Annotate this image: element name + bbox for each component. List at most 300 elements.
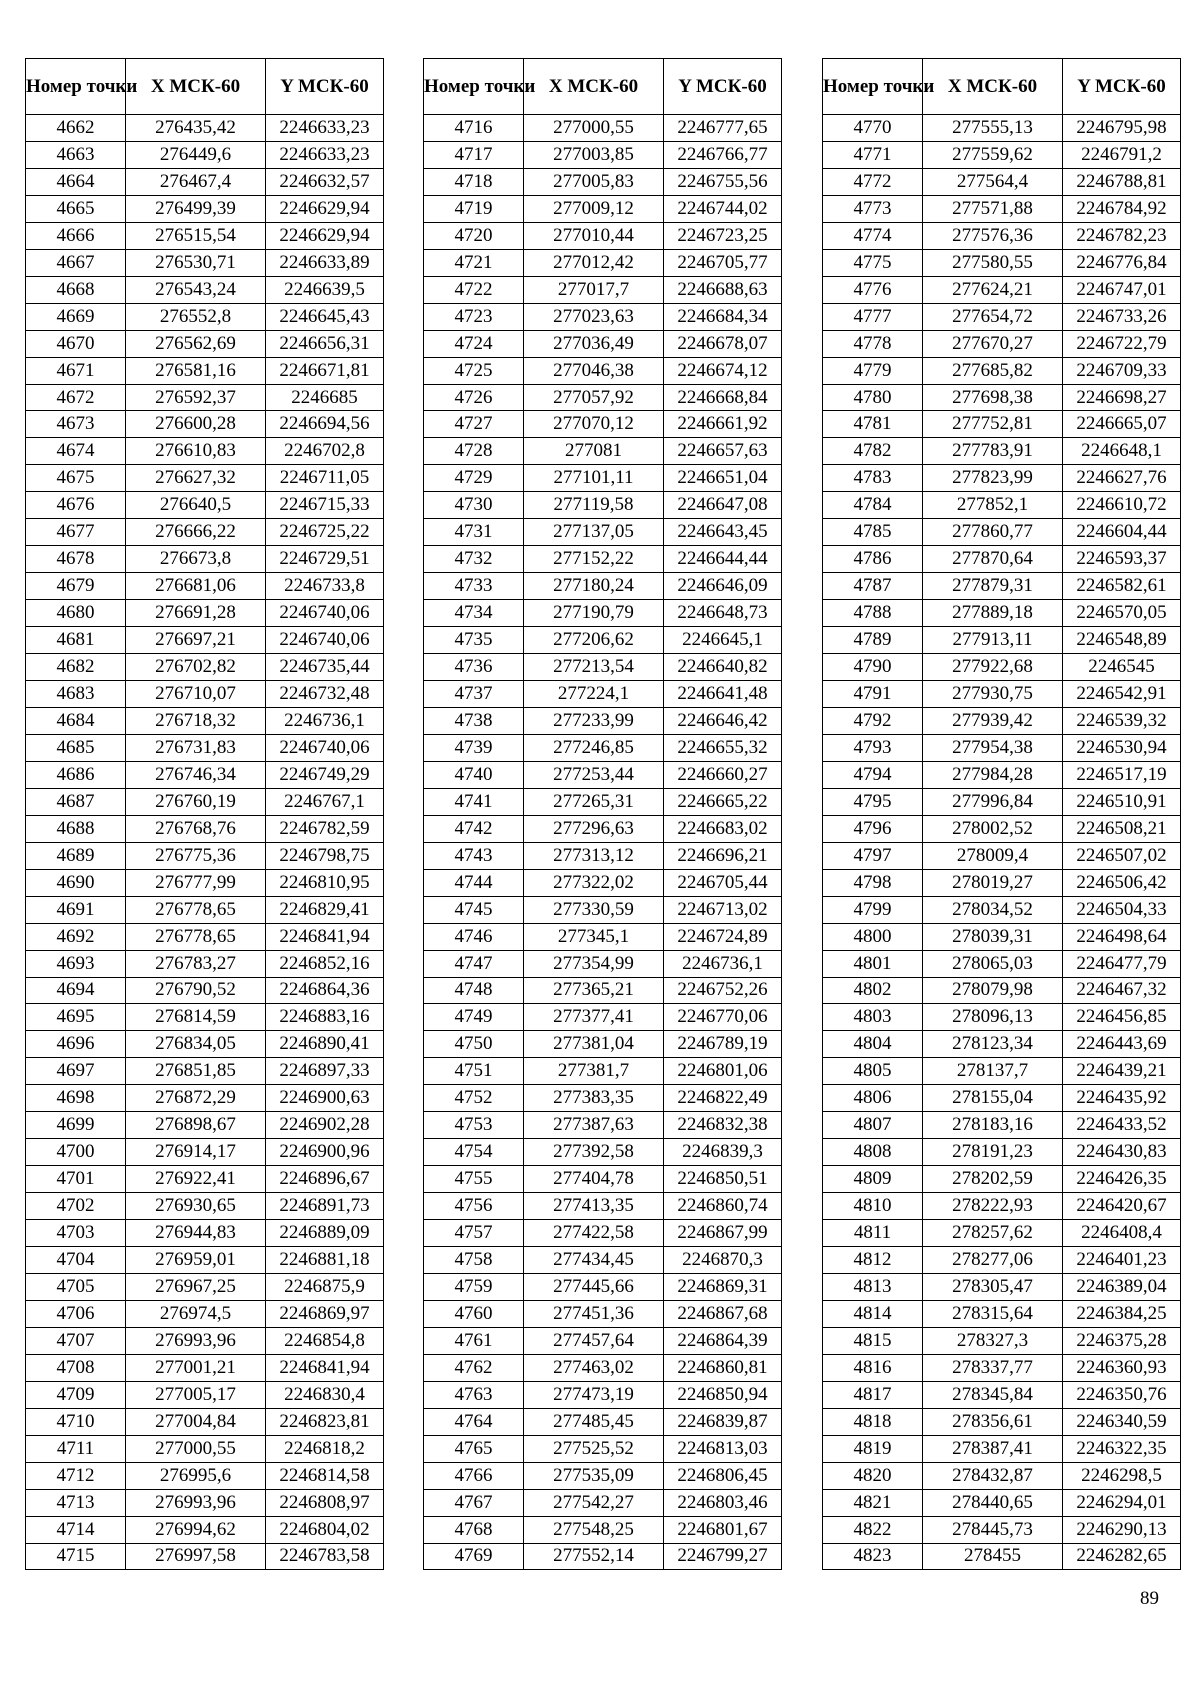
table-row [424,1435,782,1462]
table-row [424,1112,782,1139]
table-row [424,1300,782,1327]
table-row [424,195,782,222]
y-coordinate-cell: 2246875,9 [266,1273,384,1300]
y-coordinate-cell: 2246784,92 [1063,195,1181,222]
table-row [424,411,782,438]
point-number-cell: 4767 [424,1489,524,1516]
y-coordinate-cell: 2246814,58 [266,1462,384,1489]
x-coordinate-cell: 276944,83 [126,1220,266,1247]
table-row [823,896,1181,923]
x-coordinate-cell: 278002,52 [923,815,1063,842]
table-row [26,1112,384,1139]
table-row [823,1300,1181,1327]
table-row [823,276,1181,303]
point-number-cell: 4736 [424,654,524,681]
x-coordinate-cell: 278123,34 [923,1031,1063,1058]
y-coordinate-cell: 2246867,68 [664,1300,782,1327]
y-coordinate-cell: 2246723,25 [664,222,782,249]
y-coordinate-cell: 2246665,22 [664,788,782,815]
y-coordinate-cell: 2246740,06 [266,627,384,654]
point-number-cell: 4694 [26,977,126,1004]
y-coordinate-cell: 2246766,77 [664,141,782,168]
point-number-cell: 4672 [26,384,126,411]
point-number-cell: 4686 [26,761,126,788]
x-coordinate-cell: 278387,41 [923,1435,1063,1462]
table-row [823,249,1181,276]
table-row [823,492,1181,519]
y-coordinate-cell: 2246439,21 [1063,1058,1181,1085]
point-number-cell: 4810 [823,1193,923,1220]
point-number-cell: 4758 [424,1247,524,1274]
point-number-cell: 4741 [424,788,524,815]
table-row [823,1220,1181,1247]
x-coordinate-cell: 276993,96 [126,1489,266,1516]
point-number-header: Номер точки [823,59,923,115]
x-coordinate-cell: 277119,58 [524,492,664,519]
table-row [823,1193,1181,1220]
y-coordinate-cell: 2246604,44 [1063,519,1181,546]
x-coordinate-cell: 278202,59 [923,1166,1063,1193]
point-number-cell: 4669 [26,303,126,330]
table-row [26,1516,384,1543]
table-row [26,249,384,276]
y-coordinate-cell: 2246645,43 [266,303,384,330]
y-coordinate-cell: 2246705,44 [664,869,782,896]
point-number-cell: 4697 [26,1058,126,1085]
point-number-cell: 4792 [823,707,923,734]
table-row [424,977,782,1004]
point-number-cell: 4684 [26,707,126,734]
x-coordinate-cell: 277246,85 [524,734,664,761]
table-row [424,896,782,923]
table-row [823,923,1181,950]
x-coordinate-cell: 277984,28 [923,761,1063,788]
point-number-cell: 4721 [424,249,524,276]
point-number-cell: 4666 [26,222,126,249]
y-coordinate-cell: 2246724,89 [664,923,782,950]
y-coordinate-cell: 2246632,57 [266,168,384,195]
table-row [823,1462,1181,1489]
table-row [823,681,1181,708]
y-coordinate-cell: 2246340,59 [1063,1408,1181,1435]
y-coordinate-cell: 2246770,06 [664,1004,782,1031]
y-coordinate-cell: 2246506,42 [1063,869,1181,896]
table-row [424,222,782,249]
point-number-cell: 4663 [26,141,126,168]
table-row [26,384,384,411]
x-coordinate-cell: 277996,84 [923,788,1063,815]
x-coordinate-cell: 277381,7 [524,1058,664,1085]
x-coordinate-cell: 277152,22 [524,546,664,573]
table-row [26,492,384,519]
table-row [26,896,384,923]
x-coordinate-cell: 276530,71 [126,249,266,276]
y-coordinate-cell: 2246467,32 [1063,977,1181,1004]
y-coordinate-cell: 2246498,64 [1063,923,1181,950]
table-row [823,1058,1181,1085]
x-coordinate-cell: 277451,36 [524,1300,664,1327]
point-number-cell: 4820 [823,1462,923,1489]
y-coordinate-cell: 2246696,21 [664,842,782,869]
point-number-cell: 4797 [823,842,923,869]
table-row [823,465,1181,492]
x-coordinate-cell: 277913,11 [923,627,1063,654]
y-coordinate-cell: 2246755,56 [664,168,782,195]
table-row [424,1381,782,1408]
table-row [26,707,384,734]
y-coordinate-cell: 2246709,33 [1063,357,1181,384]
point-number-cell: 4734 [424,600,524,627]
x-coordinate-cell: 276872,29 [126,1085,266,1112]
x-coordinate-cell: 276995,6 [126,1462,266,1489]
table-row [424,842,782,869]
point-number-cell: 4768 [424,1516,524,1543]
table-row [424,1489,782,1516]
point-number-cell: 4812 [823,1247,923,1274]
y-coordinate-cell: 2246593,37 [1063,546,1181,573]
x-coordinate-cell: 276997,58 [126,1543,266,1570]
x-coordinate-cell: 276731,83 [126,734,266,761]
x-coordinate-cell: 277879,31 [923,573,1063,600]
table-row [26,1489,384,1516]
table-row [424,276,782,303]
point-number-cell: 4718 [424,168,524,195]
point-number-cell: 4693 [26,950,126,977]
table-row [823,1247,1181,1274]
point-number-cell: 4670 [26,330,126,357]
x-coordinate-cell: 276600,28 [126,411,266,438]
point-number-cell: 4774 [823,222,923,249]
x-coordinate-cell: 277445,66 [524,1273,664,1300]
table-row [26,546,384,573]
y-coordinate-cell: 2246864,36 [266,977,384,1004]
x-coordinate-cell: 278155,04 [923,1085,1063,1112]
point-number-cell: 4803 [823,1004,923,1031]
point-number-cell: 4769 [424,1543,524,1570]
table-row [424,869,782,896]
x-coordinate-cell: 277685,82 [923,357,1063,384]
y-coordinate-cell: 2246822,49 [664,1085,782,1112]
point-number-cell: 4806 [823,1085,923,1112]
point-number-cell: 4716 [424,115,524,142]
table-row [823,815,1181,842]
y-coordinate-cell: 2246829,41 [266,896,384,923]
point-number-cell: 4675 [26,465,126,492]
point-number-cell: 4788 [823,600,923,627]
table-row [26,330,384,357]
point-number-cell: 4682 [26,654,126,681]
y-coordinate-cell: 2246384,25 [1063,1300,1181,1327]
point-number-cell: 4696 [26,1031,126,1058]
x-coordinate-cell: 277330,59 [524,896,664,923]
y-coordinate-cell: 2246808,97 [266,1489,384,1516]
table-row [424,465,782,492]
table-row [823,1408,1181,1435]
y-coordinate-cell: 2246839,3 [664,1139,782,1166]
point-number-cell: 4821 [823,1489,923,1516]
table-row [424,950,782,977]
x-coordinate-cell: 277190,79 [524,600,664,627]
y-coordinate-cell: 2246633,23 [266,141,384,168]
point-number-cell: 4699 [26,1112,126,1139]
x-coordinate-header: X МСК-60 [524,59,664,115]
y-coordinate-cell: 2246360,93 [1063,1354,1181,1381]
point-number-cell: 4664 [26,168,126,195]
y-coordinate-cell: 2246629,94 [266,195,384,222]
table-row [424,788,782,815]
table-row [424,923,782,950]
x-coordinate-cell: 277392,58 [524,1139,664,1166]
x-coordinate-cell: 276959,01 [126,1247,266,1274]
x-coordinate-cell: 278445,73 [923,1516,1063,1543]
y-coordinate-cell: 2246896,67 [266,1166,384,1193]
y-coordinate-cell: 2246435,92 [1063,1085,1181,1112]
point-number-header: Номер точки [26,59,126,115]
x-coordinate-cell: 278019,27 [923,869,1063,896]
point-number-cell: 4809 [823,1166,923,1193]
x-coordinate-cell: 277939,42 [923,707,1063,734]
y-coordinate-cell: 2246646,42 [664,707,782,734]
point-number-cell: 4800 [823,923,923,950]
x-coordinate-cell: 276515,54 [126,222,266,249]
y-coordinate-cell: 2246510,91 [1063,788,1181,815]
y-coordinate-cell: 2246732,48 [266,681,384,708]
table-row [26,357,384,384]
y-coordinate-cell: 2246657,63 [664,438,782,465]
y-coordinate-header: Y МСК-60 [664,59,782,115]
x-coordinate-cell: 277542,27 [524,1489,664,1516]
table-row [424,1273,782,1300]
y-coordinate-cell: 2246864,39 [664,1327,782,1354]
y-coordinate-cell: 2246752,26 [664,977,782,1004]
table-row [26,977,384,1004]
x-coordinate-cell: 277752,81 [923,411,1063,438]
point-number-cell: 4706 [26,1300,126,1327]
point-number-cell: 4795 [823,788,923,815]
table-row [823,1004,1181,1031]
point-number-cell: 4680 [26,600,126,627]
point-number-cell: 4796 [823,815,923,842]
x-coordinate-cell: 276627,32 [126,465,266,492]
table-row [823,869,1181,896]
x-coordinate-cell: 277422,58 [524,1220,664,1247]
table-row [26,869,384,896]
x-coordinate-cell: 278009,4 [923,842,1063,869]
y-coordinate-cell: 2246850,94 [664,1381,782,1408]
y-coordinate-cell: 2246627,76 [1063,465,1181,492]
x-coordinate-cell: 277004,84 [126,1408,266,1435]
x-coordinate-cell: 277930,75 [923,681,1063,708]
y-coordinate-header: Y МСК-60 [1063,59,1181,115]
y-coordinate-cell: 2246294,01 [1063,1489,1181,1516]
x-coordinate-cell: 277000,55 [524,115,664,142]
x-coordinate-cell: 277137,05 [524,519,664,546]
y-coordinate-cell: 2246860,81 [664,1354,782,1381]
point-number-cell: 4763 [424,1381,524,1408]
x-coordinate-cell: 277870,64 [923,546,1063,573]
y-coordinate-cell: 2246375,28 [1063,1327,1181,1354]
table-row [424,330,782,357]
point-number-cell: 4818 [823,1408,923,1435]
point-number-cell: 4777 [823,303,923,330]
point-number-cell: 4745 [424,896,524,923]
table-row [26,1247,384,1274]
point-number-cell: 4756 [424,1193,524,1220]
point-number-cell: 4779 [823,357,923,384]
x-coordinate-cell: 277387,63 [524,1112,664,1139]
table-row [424,573,782,600]
table-row [424,600,782,627]
point-number-cell: 4789 [823,627,923,654]
x-coordinate-cell: 276778,65 [126,923,266,950]
x-coordinate-cell: 277624,21 [923,276,1063,303]
y-coordinate-cell: 2246782,59 [266,815,384,842]
x-coordinate-cell: 277473,19 [524,1381,664,1408]
coordinates-table-1 [25,58,384,1570]
table-row [26,1408,384,1435]
table-row [424,357,782,384]
x-coordinate-cell: 278034,52 [923,896,1063,923]
point-number-cell: 4681 [26,627,126,654]
point-number-cell: 4754 [424,1139,524,1166]
point-number-cell: 4798 [823,869,923,896]
table-row [823,1112,1181,1139]
y-coordinate-cell: 2246656,31 [266,330,384,357]
table-row [823,1166,1181,1193]
point-number-cell: 4738 [424,707,524,734]
y-coordinate-cell: 2246507,02 [1063,842,1181,869]
y-coordinate-cell: 2246539,32 [1063,707,1181,734]
y-coordinate-cell: 2246350,76 [1063,1381,1181,1408]
point-number-cell: 4723 [424,303,524,330]
x-coordinate-cell: 276777,99 [126,869,266,896]
y-coordinate-cell: 2246803,46 [664,1489,782,1516]
table-row [823,761,1181,788]
table-row [26,1031,384,1058]
point-number-cell: 4712 [26,1462,126,1489]
y-coordinate-cell: 2246832,38 [664,1112,782,1139]
table-row [26,195,384,222]
table-row [823,977,1181,1004]
point-number-cell: 4780 [823,384,923,411]
point-number-cell: 4671 [26,357,126,384]
point-number-cell: 4688 [26,815,126,842]
y-coordinate-cell: 2246744,02 [664,195,782,222]
point-number-cell: 4740 [424,761,524,788]
table-row [424,1462,782,1489]
table-row [26,168,384,195]
point-number-cell: 4729 [424,465,524,492]
y-coordinate-cell: 2246870,3 [664,1247,782,1274]
x-coordinate-cell: 277012,42 [524,249,664,276]
table-row [424,115,782,142]
table-row [823,303,1181,330]
y-coordinate-cell: 2246810,95 [266,869,384,896]
x-coordinate-cell: 277383,35 [524,1085,664,1112]
table-row [823,1139,1181,1166]
y-coordinate-cell: 2246651,04 [664,465,782,492]
point-number-cell: 4732 [424,546,524,573]
y-coordinate-cell: 2246841,94 [266,1354,384,1381]
table-row [823,357,1181,384]
y-coordinate-cell: 2246749,29 [266,761,384,788]
point-number-cell: 4668 [26,276,126,303]
y-coordinate-cell: 2246881,18 [266,1247,384,1274]
point-number-cell: 4802 [823,977,923,1004]
y-coordinate-cell: 2246747,01 [1063,276,1181,303]
point-number-cell: 4771 [823,141,923,168]
x-coordinate-header: X МСК-60 [923,59,1063,115]
x-coordinate-cell: 277206,62 [524,627,664,654]
y-coordinate-cell: 2246648,1 [1063,438,1181,465]
point-number-cell: 4703 [26,1220,126,1247]
table-row [424,681,782,708]
point-number-cell: 4742 [424,815,524,842]
y-coordinate-cell: 2246799,27 [664,1543,782,1570]
table-row [424,168,782,195]
table-row [26,1058,384,1085]
table-row [424,141,782,168]
x-coordinate-cell: 276562,69 [126,330,266,357]
x-coordinate-cell: 278305,47 [923,1273,1063,1300]
y-coordinate-cell: 2246733,26 [1063,303,1181,330]
x-coordinate-cell: 278432,87 [923,1462,1063,1489]
point-number-cell: 4784 [823,492,923,519]
y-coordinate-cell: 2246430,83 [1063,1139,1181,1166]
x-coordinate-cell: 277555,13 [923,115,1063,142]
coordinates-table-2 [423,58,782,1570]
point-number-cell: 4685 [26,734,126,761]
point-number-cell: 4698 [26,1085,126,1112]
point-number-cell: 4714 [26,1516,126,1543]
table-row [26,141,384,168]
point-number-cell: 4715 [26,1543,126,1570]
y-coordinate-cell: 2246685 [266,384,384,411]
y-coordinate-cell: 2246646,09 [664,573,782,600]
point-number-cell: 4683 [26,681,126,708]
y-coordinate-cell: 2246733,8 [266,573,384,600]
point-number-cell: 4815 [823,1327,923,1354]
point-number-cell: 4737 [424,681,524,708]
table-row [823,1381,1181,1408]
x-coordinate-cell: 277576,36 [923,222,1063,249]
x-coordinate-cell: 276718,32 [126,707,266,734]
x-coordinate-cell: 276974,5 [126,1300,266,1327]
table-row [424,1031,782,1058]
table-row [26,842,384,869]
y-coordinate-cell: 2246711,05 [266,465,384,492]
x-coordinate-cell: 276610,83 [126,438,266,465]
point-number-cell: 4794 [823,761,923,788]
point-number-cell: 4765 [424,1435,524,1462]
table-row [26,788,384,815]
point-number-cell: 4757 [424,1220,524,1247]
x-coordinate-cell: 276778,65 [126,896,266,923]
x-coordinate-cell: 277783,91 [923,438,1063,465]
x-coordinate-cell: 276768,76 [126,815,266,842]
y-coordinate-cell: 2246830,4 [266,1381,384,1408]
y-coordinate-cell: 2246735,44 [266,654,384,681]
y-coordinate-cell: 2246629,94 [266,222,384,249]
x-coordinate-cell: 277224,1 [524,681,664,708]
table-row [424,1193,782,1220]
point-number-cell: 4662 [26,115,126,142]
y-coordinate-cell: 2246702,8 [266,438,384,465]
y-coordinate-cell: 2246655,32 [664,734,782,761]
x-coordinate-cell: 278327,3 [923,1327,1063,1354]
table-row [26,303,384,330]
table-row [424,1139,782,1166]
